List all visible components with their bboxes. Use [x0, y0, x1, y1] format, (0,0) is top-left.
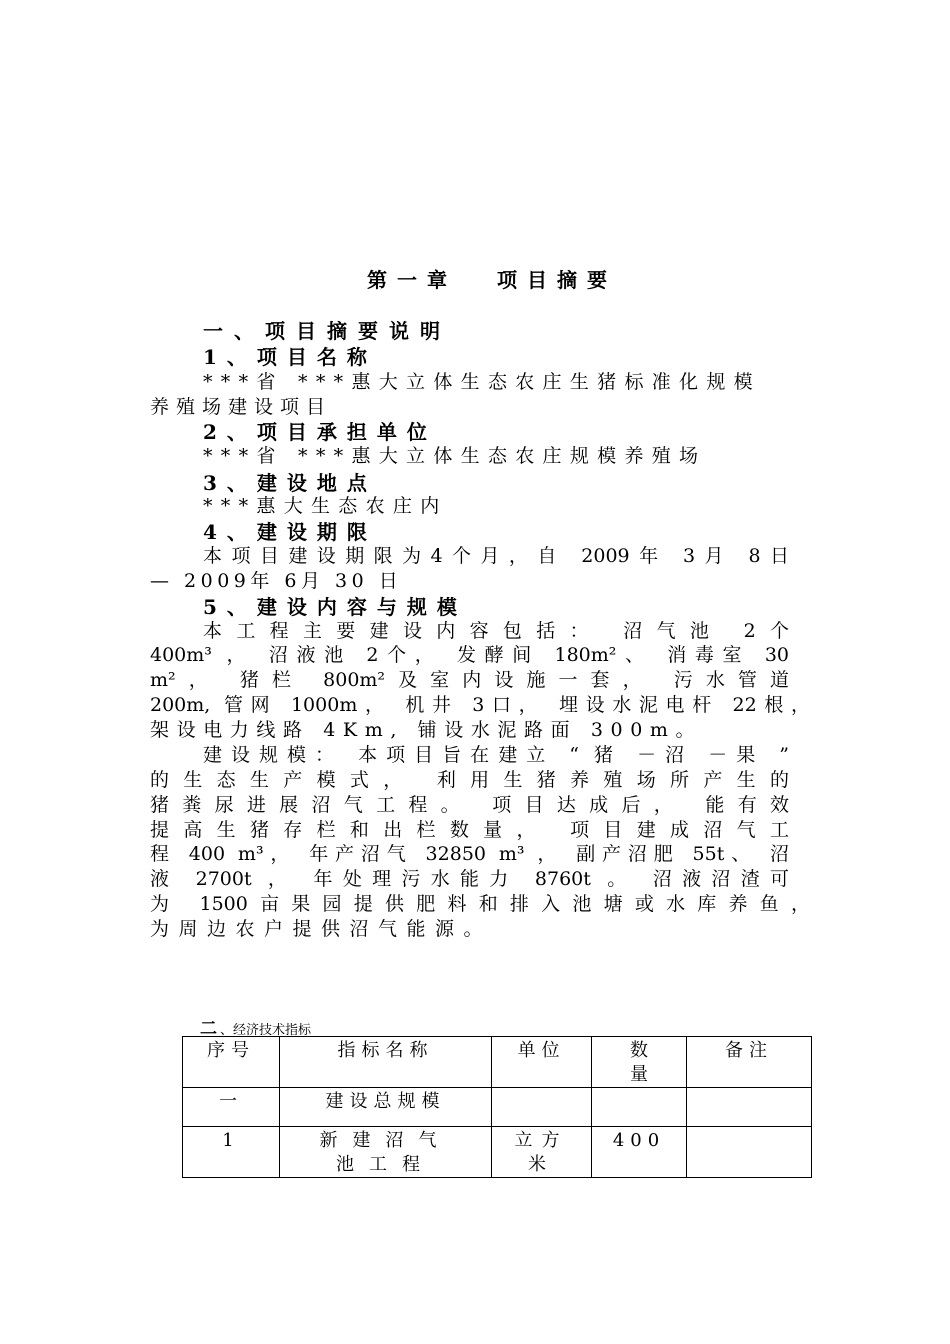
cell-name: 新建沼气池工程	[280, 1127, 492, 1178]
item-1-line-2: 养殖场建设项目	[150, 396, 333, 418]
item-1-line-1: ***省 ***惠大立体生态农庄生猪标准化规模	[203, 371, 761, 393]
item-5-line-2: 400m³ ， 沼液池 2个， 发酵间 180m²、 消毒室 30	[150, 644, 789, 666]
cell-quantity: 400	[592, 1127, 687, 1178]
cell-quantity	[592, 1088, 687, 1127]
item-heading-2: 2、项目承担单位	[203, 420, 437, 444]
chapter-number: 第一章	[367, 268, 457, 292]
header-quantity: 数量	[592, 1037, 687, 1088]
item-5-line-3: m²， 猪栏 800m²及室内设施一套， 污水管道	[150, 669, 789, 691]
item-3-line-1: ***惠大生态农庄内	[203, 495, 448, 517]
indicator-table	[182, 1036, 812, 1178]
table-row	[183, 1088, 812, 1127]
table-row	[183, 1127, 812, 1178]
item-5-line-8: 猪粪尿进展沼气工程。 项目达成后， 能有效	[150, 794, 789, 816]
table-caption-text: 、经济技术指标	[220, 1023, 312, 1038]
chapter-title	[367, 264, 617, 293]
item-4-line-2: — 2009年 6月 30 日	[150, 570, 403, 592]
item-heading-4: 4、建设期限	[203, 520, 377, 544]
item-5-line-4: 200m, 管网 1000m， 机井 3口， 埋设水泥电杆 22根，	[150, 694, 810, 716]
header-unit: 单位	[492, 1037, 592, 1088]
item-5-line-11: 液 2700t ， 年处理污水能力 8760t 。 沼液沼渣可	[150, 868, 789, 890]
cell-remark	[687, 1127, 812, 1178]
item-heading-1: 1、项目名称	[203, 345, 377, 369]
item-4-line-1: 本项目建设期限为4个月，自 2009年 3月 8日	[203, 545, 789, 567]
item-heading-3: 3、建设地点	[203, 471, 377, 495]
cell-index: 一	[183, 1088, 280, 1127]
item-heading-5: 5、建设内容与规模	[203, 595, 467, 619]
section-heading: 一、项目摘要说明	[203, 319, 451, 343]
header-index: 序号	[183, 1037, 280, 1088]
item-5-line-13: 为周边农户提供沼气能源。	[150, 918, 493, 940]
cell-name: 建设总规模	[280, 1088, 492, 1127]
item-5-line-12: 为 1500亩果园提供肥料和排入池塘或水库养鱼，	[150, 893, 810, 915]
header-name: 指标名称	[280, 1037, 492, 1088]
header-remark: 备注	[687, 1037, 812, 1088]
table-header-row	[183, 1037, 812, 1088]
item-5-line-7: 的生态生产模式， 利用生猪养殖场所产生的	[150, 769, 789, 791]
item-5-line-6: 建设规模： 本项目旨在建立 “ 猪 －沼 －果 ”	[203, 744, 789, 766]
table-caption-number: 二	[200, 1019, 220, 1039]
item-5-line-1: 本工程主要建设内容包括： 沼气池 2个	[203, 620, 789, 642]
cell-unit	[492, 1088, 592, 1127]
cell-index: 1	[183, 1127, 280, 1178]
chapter-name: 项目摘要	[497, 268, 617, 292]
item-2-line-1: ***省 ***惠大立体生态农庄规模养殖场	[203, 445, 707, 467]
cell-unit: 立方米	[492, 1127, 592, 1178]
item-5-line-9: 提高生猪存栏和出栏数量， 项目建成沼气工	[150, 819, 789, 841]
item-5-line-5: 架设电力线路 4Km, 铺设水泥路面 300m。	[150, 719, 703, 741]
cell-remark	[687, 1088, 812, 1127]
item-5-line-10: 程 400 m³， 年产沼气 32850 m³ ， 副产沼肥 55t、 沼	[150, 843, 789, 865]
